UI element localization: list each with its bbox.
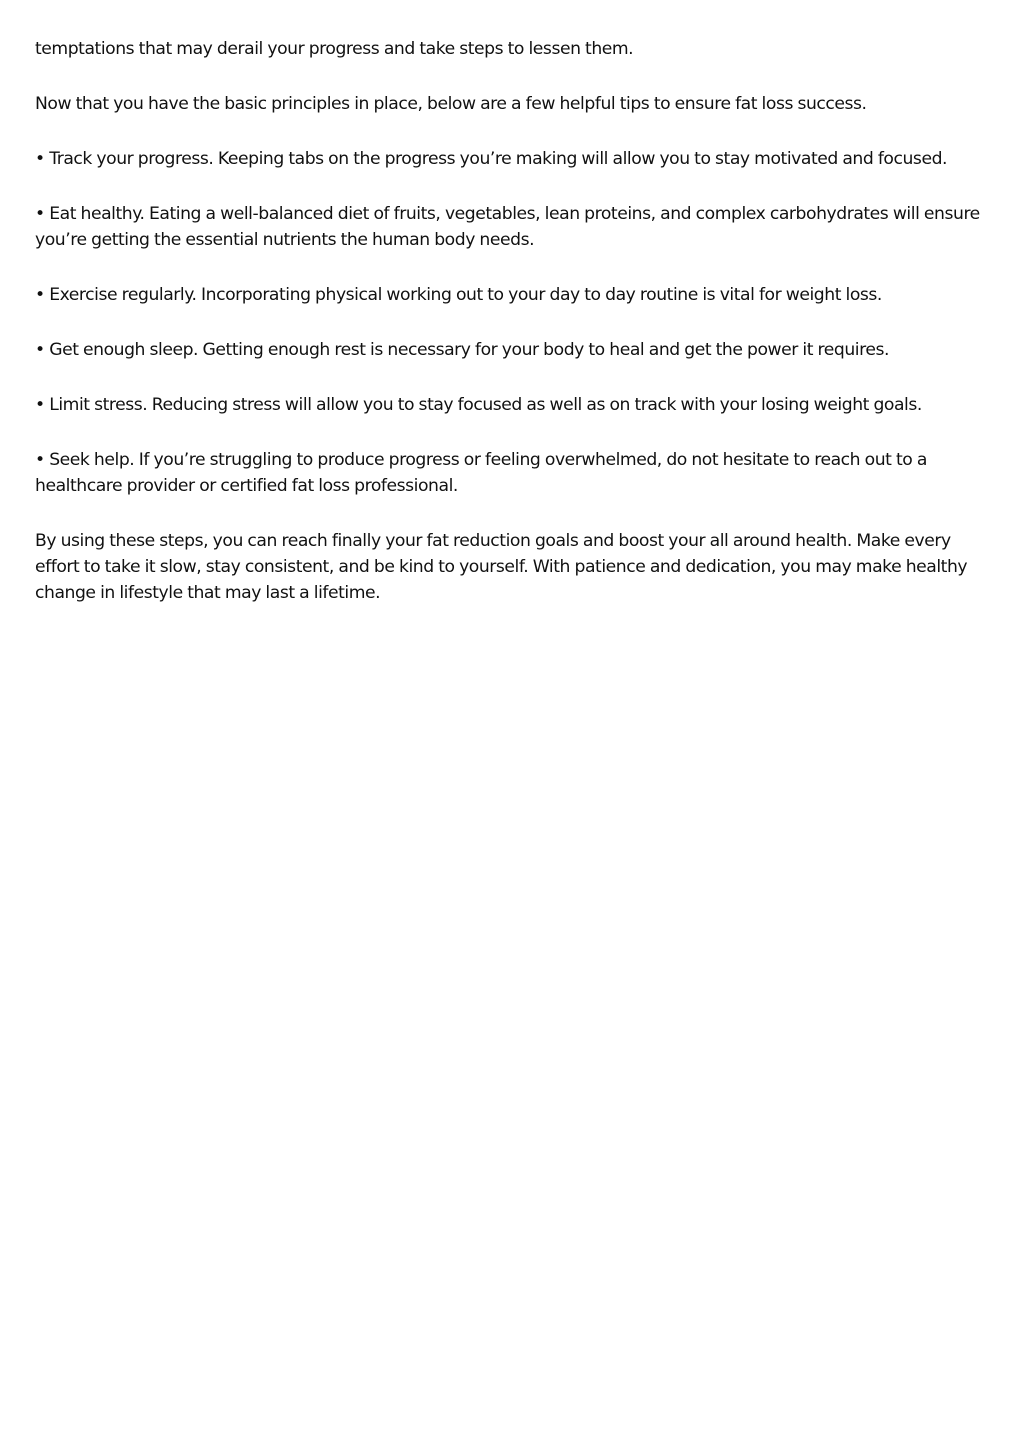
paragraph-tips-intro: Now that you have the basic principles in place, below are a few helpful tips to ensure fat loss success. bbox=[35, 94, 867, 114]
tip-limit-stress: • Limit stress. Reducing stress will allow you to stay focused as well as on track with your losing weight goals. bbox=[35, 395, 922, 415]
tip-seek-help: • Seek help. If you’re struggling to produce progress or feeling overwhelmed, do not hesitate to reach out to a healthcare provider or certified fat loss professional. bbox=[35, 450, 927, 496]
document-body bbox=[35, 36, 995, 635]
tip-eat-healthy: • Eat healthy. Eating a well-balanced diet of fruits, vegetables, lean proteins, and complex carbohydrates will ensure you’re getting the essential nutrients the human body needs. bbox=[35, 204, 980, 250]
paragraph-conclusion: By using these steps, you can reach finally your fat reduction goals and boost your all around health. Make every effort to take it slow, stay consistent, and be kind to yourself. With patience and dedication, you may make healthy change in lifestyle that may last a lifetime. bbox=[35, 531, 968, 603]
tip-get-enough-sleep: • Get enough sleep. Getting enough rest is necessary for your body to heal and get the power it requires. bbox=[35, 340, 889, 360]
tip-exercise-regularly: • Exercise regularly. Incorporating physical working out to your day to day routine is vital for weight loss. bbox=[35, 285, 882, 305]
paragraph-intro-continuation: temptations that may derail your progress and take steps to lessen them. bbox=[35, 39, 634, 59]
tip-track-progress: • Track your progress. Keeping tabs on the progress you’re making will allow you to stay motivated and focused. bbox=[35, 149, 948, 169]
